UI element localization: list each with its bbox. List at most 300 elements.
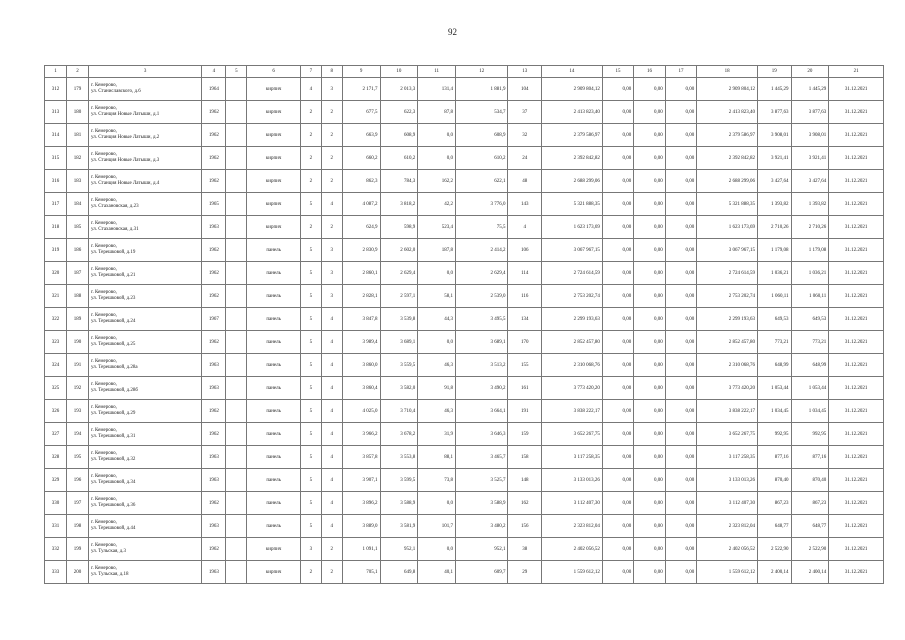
table-cell: 2 522,90 bbox=[791, 538, 829, 561]
table-cell: 314 bbox=[45, 124, 67, 147]
table-cell: 75,5 bbox=[456, 216, 508, 239]
table-cell: 0,0 bbox=[418, 538, 456, 561]
table-cell: 31.12.2021 bbox=[829, 377, 884, 400]
table-cell bbox=[226, 147, 247, 170]
table-cell: 195 bbox=[67, 446, 89, 469]
table-cell: 73,8 bbox=[418, 469, 456, 492]
table-cell: 0,00 bbox=[634, 170, 665, 193]
table-row bbox=[45, 538, 884, 561]
table-cell: 1962 bbox=[202, 285, 226, 308]
table-cell: панель bbox=[247, 308, 300, 331]
table-cell bbox=[226, 308, 247, 331]
address-cell: г. Кемерово, ул. Стахановская, д.23 bbox=[89, 193, 202, 216]
table-row bbox=[45, 377, 884, 400]
table-cell: 3 921,41 bbox=[758, 147, 792, 170]
table-cell: 24 bbox=[508, 147, 542, 170]
table-cell bbox=[226, 101, 247, 124]
table-cell: 143 bbox=[508, 193, 542, 216]
table-cell: 320 bbox=[45, 262, 67, 285]
table-cell: 2 379 586,97 bbox=[697, 124, 758, 147]
table-cell: 318 bbox=[45, 216, 67, 239]
table-cell: кирпич bbox=[247, 193, 300, 216]
table-cell: 3 582,0 bbox=[380, 377, 418, 400]
table-cell: 3 581,9 bbox=[380, 515, 418, 538]
table-cell: 3 588,9 bbox=[456, 492, 508, 515]
table-cell: 2 323 812,04 bbox=[697, 515, 758, 538]
table-cell: 331 bbox=[45, 515, 67, 538]
table-cell: 3 bbox=[321, 239, 342, 262]
table-cell: 2 bbox=[321, 561, 342, 584]
address-cell: г. Кемерово, ул. Терешковой, д.24 bbox=[89, 308, 202, 331]
table-cell bbox=[226, 492, 247, 515]
table-cell: 0,00 bbox=[665, 262, 696, 285]
table-cell: 0,00 bbox=[665, 354, 696, 377]
address-cell: г. Кемерово, ул. Терешковой, д.32 bbox=[89, 446, 202, 469]
table-cell: 0,00 bbox=[602, 285, 633, 308]
table-cell: 31.12.2021 bbox=[829, 331, 884, 354]
table-cell: 3 857,8 bbox=[342, 446, 380, 469]
table-cell: 0,00 bbox=[634, 331, 665, 354]
table-cell: 2 522,90 bbox=[758, 538, 792, 561]
table-cell: 0,00 bbox=[634, 262, 665, 285]
table-cell: 1962 bbox=[202, 101, 226, 124]
table-cell: 1 060,11 bbox=[791, 285, 829, 308]
table-cell: 3 588,9 bbox=[380, 492, 418, 515]
table-cell: 197 bbox=[67, 492, 89, 515]
table-cell: 0,00 bbox=[665, 561, 696, 584]
table-cell: 870,40 bbox=[791, 469, 829, 492]
table-cell: 1962 bbox=[202, 538, 226, 561]
address-cell: г. Кемерово, ул. Станция Новые Латыши, д.2 bbox=[89, 124, 202, 147]
table-cell: 3 860,0 bbox=[342, 354, 380, 377]
column-header-10: 10 bbox=[380, 66, 418, 78]
address-cell: г. Кемерово, ул. Терешковой, д.28б bbox=[89, 377, 202, 400]
table-row bbox=[45, 515, 884, 538]
table-cell: 3 513,2 bbox=[456, 354, 508, 377]
address-cell: г. Кемерово, ул. Стахановская, д.31 bbox=[89, 216, 202, 239]
table-cell bbox=[226, 216, 247, 239]
table-cell: 992,95 bbox=[791, 423, 829, 446]
table-cell: 2 828,1 bbox=[342, 285, 380, 308]
table-cell: 3 966,2 bbox=[342, 423, 380, 446]
table-row bbox=[45, 101, 884, 124]
table-cell: 2 602,0 bbox=[380, 239, 418, 262]
table-cell: 1 060,11 bbox=[758, 285, 792, 308]
table-cell: кирпич bbox=[247, 561, 300, 584]
table-cell: 325 bbox=[45, 377, 67, 400]
table-cell: 31.12.2021 bbox=[829, 538, 884, 561]
table-cell: 1963 bbox=[202, 216, 226, 239]
address-cell: г. Кемерово, ул. Тульская, д.18 bbox=[89, 561, 202, 584]
table-cell: 622,1 bbox=[456, 170, 508, 193]
table-cell: 3 495,5 bbox=[456, 308, 508, 331]
column-header-12: 12 bbox=[456, 66, 508, 78]
table-cell: 329 bbox=[45, 469, 67, 492]
table-cell: 0,00 bbox=[665, 377, 696, 400]
table-cell: 0,00 bbox=[665, 331, 696, 354]
table-cell: 5 bbox=[300, 262, 321, 285]
table-cell: 0,00 bbox=[665, 469, 696, 492]
table-cell: 3 710,4 bbox=[380, 400, 418, 423]
table-cell: 155 bbox=[508, 354, 542, 377]
table-cell: 598,9 bbox=[380, 216, 418, 239]
table-cell: 313 bbox=[45, 101, 67, 124]
table-cell: 2 597,1 bbox=[380, 285, 418, 308]
table-cell: 161 bbox=[508, 377, 542, 400]
table-cell bbox=[226, 78, 247, 101]
table-cell: 2 392 842,82 bbox=[542, 147, 603, 170]
table-cell: 0,00 bbox=[665, 216, 696, 239]
table-row bbox=[45, 423, 884, 446]
table-cell: панель bbox=[247, 492, 300, 515]
table-cell: 1 091,1 bbox=[342, 538, 380, 561]
table-cell: 0,00 bbox=[602, 170, 633, 193]
table-cell: 191 bbox=[508, 400, 542, 423]
table-cell: 5 bbox=[300, 285, 321, 308]
table-cell: 0,00 bbox=[665, 400, 696, 423]
table-cell bbox=[226, 239, 247, 262]
table-cell: 1 036,21 bbox=[791, 262, 829, 285]
table-cell: 677,5 bbox=[342, 101, 380, 124]
table-cell: 648,99 bbox=[758, 354, 792, 377]
table-cell: панель bbox=[247, 354, 300, 377]
table-cell: 608,9 bbox=[380, 124, 418, 147]
table-cell: 3 678,2 bbox=[380, 423, 418, 446]
table-cell: 322 bbox=[45, 308, 67, 331]
table-cell: 186 bbox=[67, 239, 89, 262]
table-cell bbox=[226, 400, 247, 423]
table-cell: панель bbox=[247, 423, 300, 446]
address-cell: г. Кемерово, ул. Терешковой, д.25 bbox=[89, 331, 202, 354]
table-cell: 2 bbox=[321, 216, 342, 239]
table-cell bbox=[226, 262, 247, 285]
table-cell: 992,95 bbox=[758, 423, 792, 446]
table-cell: 5 321 888,35 bbox=[697, 193, 758, 216]
table-cell: 1962 bbox=[202, 170, 226, 193]
address-cell: г. Кемерово, ул. Терешковой, д.29 bbox=[89, 400, 202, 423]
table-cell: 663,9 bbox=[342, 124, 380, 147]
table-row bbox=[45, 78, 884, 101]
table-cell: 3 bbox=[321, 285, 342, 308]
table-row bbox=[45, 147, 884, 170]
table-cell: 1964 bbox=[202, 78, 226, 101]
table-cell: 162,2 bbox=[418, 170, 456, 193]
column-header-6: 6 bbox=[247, 66, 300, 78]
table-cell: 162 bbox=[508, 492, 542, 515]
table-cell: панель bbox=[247, 515, 300, 538]
address-cell: г. Кемерово, ул. Терешковой, д.28а bbox=[89, 354, 202, 377]
table-cell: 2 bbox=[300, 216, 321, 239]
table-cell: 0,00 bbox=[634, 538, 665, 561]
table-cell: 323 bbox=[45, 331, 67, 354]
table-cell: 0,00 bbox=[602, 561, 633, 584]
table-row bbox=[45, 469, 884, 492]
table-cell: 1965 bbox=[202, 193, 226, 216]
table-cell: 0,00 bbox=[602, 492, 633, 515]
table-cell: 1 179,08 bbox=[758, 239, 792, 262]
table-cell: 180 bbox=[67, 101, 89, 124]
table-cell: 1962 bbox=[202, 331, 226, 354]
table-cell: 1 393,82 bbox=[791, 193, 829, 216]
column-header-13: 13 bbox=[508, 66, 542, 78]
table-cell: 1967 bbox=[202, 308, 226, 331]
table-cell: 2 323 812,04 bbox=[542, 515, 603, 538]
table-cell: 31.12.2021 bbox=[829, 446, 884, 469]
table-cell: 2 413 823,40 bbox=[542, 101, 603, 124]
table-cell: 316 bbox=[45, 170, 67, 193]
table-cell: 2 688 299,06 bbox=[542, 170, 603, 193]
table-cell: 1 034,45 bbox=[791, 400, 829, 423]
table-cell: 1962 bbox=[202, 239, 226, 262]
table-cell: 0,00 bbox=[602, 193, 633, 216]
column-header-8: 8 bbox=[321, 66, 342, 78]
column-header-14: 14 bbox=[542, 66, 603, 78]
table-cell: 31.12.2021 bbox=[829, 308, 884, 331]
table-cell: 3 776,0 bbox=[456, 193, 508, 216]
table-cell: 0,00 bbox=[602, 469, 633, 492]
table-cell: 3 818,2 bbox=[380, 193, 418, 216]
table-cell: 1963 bbox=[202, 377, 226, 400]
table-cell: 1963 bbox=[202, 515, 226, 538]
address-cell: г. Кемерово, ул. Тульская, д.3 bbox=[89, 538, 202, 561]
table-cell: 0,00 bbox=[634, 285, 665, 308]
table-cell: 31.12.2021 bbox=[829, 561, 884, 584]
table-cell: 952,1 bbox=[456, 538, 508, 561]
table-cell: 328 bbox=[45, 446, 67, 469]
table-cell: 4 bbox=[321, 193, 342, 216]
table-cell: 1 623 173,69 bbox=[542, 216, 603, 239]
table-cell: 31.12.2021 bbox=[829, 239, 884, 262]
table-cell: 0,00 bbox=[665, 193, 696, 216]
table-body bbox=[45, 78, 884, 584]
column-header-11: 11 bbox=[418, 66, 456, 78]
table-cell: 0,00 bbox=[665, 170, 696, 193]
address-cell: г. Кемерово, ул. Терешковой, д.44 bbox=[89, 515, 202, 538]
table-cell: 192 bbox=[67, 377, 89, 400]
table-cell: 0,00 bbox=[602, 308, 633, 331]
table-cell: 0,00 bbox=[602, 124, 633, 147]
table-cell: 1 559 612,12 bbox=[697, 561, 758, 584]
column-header-21: 21 bbox=[829, 66, 884, 78]
table-cell: 170 bbox=[508, 331, 542, 354]
table-cell: 5 bbox=[300, 193, 321, 216]
table-cell: 2 bbox=[300, 147, 321, 170]
table-cell: 648,77 bbox=[791, 515, 829, 538]
table-cell: 3 896,2 bbox=[342, 492, 380, 515]
table-cell: 193 bbox=[67, 400, 89, 423]
table-cell: 1962 bbox=[202, 147, 226, 170]
table-cell: 1963 bbox=[202, 469, 226, 492]
table-cell bbox=[226, 124, 247, 147]
table-cell: 2 688 299,06 bbox=[697, 170, 758, 193]
table-cell: 2 bbox=[321, 101, 342, 124]
column-header-4: 4 bbox=[202, 66, 226, 78]
table-cell: 2 909 804,12 bbox=[542, 78, 603, 101]
table-cell: 0,00 bbox=[602, 147, 633, 170]
table-row bbox=[45, 285, 884, 308]
table-cell: 773,21 bbox=[758, 331, 792, 354]
table-cell: 3 465,7 bbox=[456, 446, 508, 469]
table-cell: 3 427,64 bbox=[791, 170, 829, 193]
table-cell: 0,00 bbox=[634, 469, 665, 492]
table-cell: 622,3 bbox=[380, 101, 418, 124]
table-cell: панель bbox=[247, 285, 300, 308]
table-cell: 0,0 bbox=[418, 147, 456, 170]
table-cell: 196 bbox=[67, 469, 89, 492]
table-cell: 158 bbox=[508, 446, 542, 469]
table-cell: 31.12.2021 bbox=[829, 216, 884, 239]
table-cell: 0,00 bbox=[665, 124, 696, 147]
table-cell: 867,23 bbox=[758, 492, 792, 515]
table-cell: 2 860,1 bbox=[342, 262, 380, 285]
table-cell: 148 bbox=[508, 469, 542, 492]
column-header-7: 7 bbox=[300, 66, 321, 78]
table-cell: 31.12.2021 bbox=[829, 101, 884, 124]
table-cell: 3 664,1 bbox=[456, 400, 508, 423]
address-cell: г. Кемерово, ул. Терешковой, д.21 bbox=[89, 262, 202, 285]
table-cell: 188 bbox=[67, 285, 89, 308]
table-cell: 2 413 823,40 bbox=[697, 101, 758, 124]
table-cell bbox=[226, 469, 247, 492]
table-cell bbox=[226, 285, 247, 308]
column-header-18: 18 bbox=[697, 66, 758, 78]
table-cell: 29 bbox=[508, 561, 542, 584]
table-row bbox=[45, 239, 884, 262]
table-cell: 608,9 bbox=[456, 124, 508, 147]
table-cell: 0,00 bbox=[602, 354, 633, 377]
table-cell: 3 599,5 bbox=[380, 469, 418, 492]
housing-table bbox=[44, 65, 884, 584]
table-cell: 0,00 bbox=[665, 446, 696, 469]
table-cell: 4 bbox=[321, 492, 342, 515]
table-cell: 312 bbox=[45, 78, 67, 101]
table-cell: 3 117 258,35 bbox=[697, 446, 758, 469]
table-cell bbox=[226, 170, 247, 193]
table-row bbox=[45, 400, 884, 423]
table-cell: 3 907,1 bbox=[342, 469, 380, 492]
table-cell: 0,00 bbox=[602, 538, 633, 561]
table-cell: 4 bbox=[321, 423, 342, 446]
table-cell: 3 877,63 bbox=[791, 101, 829, 124]
table-cell: кирпич bbox=[247, 124, 300, 147]
table-cell: кирпич bbox=[247, 101, 300, 124]
table-cell: 4 bbox=[321, 331, 342, 354]
table-cell: 1962 bbox=[202, 400, 226, 423]
table-cell: 0,0 bbox=[418, 492, 456, 515]
table-cell: 5 bbox=[300, 331, 321, 354]
table-cell: 3 877,63 bbox=[758, 101, 792, 124]
table-cell: 1962 bbox=[202, 423, 226, 446]
table-cell: 0,00 bbox=[665, 101, 696, 124]
column-header-19: 19 bbox=[758, 66, 792, 78]
table-cell: 2 392 842,82 bbox=[697, 147, 758, 170]
address-cell: г. Кемерово, ул. Терешковой, д.36 bbox=[89, 492, 202, 515]
table-cell: 114 bbox=[508, 262, 542, 285]
table-cell: 0,00 bbox=[665, 492, 696, 515]
table-cell: 0,00 bbox=[665, 78, 696, 101]
table-cell: 5 bbox=[300, 354, 321, 377]
column-header-20: 20 bbox=[791, 66, 829, 78]
table-cell: 2 379 586,97 bbox=[542, 124, 603, 147]
table-cell: 523,4 bbox=[418, 216, 456, 239]
table-cell: 3 838 222,17 bbox=[542, 400, 603, 423]
table-cell: 185 bbox=[67, 216, 89, 239]
column-header-2: 2 bbox=[67, 66, 89, 78]
table-cell: 0,00 bbox=[602, 78, 633, 101]
table-cell: 2 310 068,76 bbox=[697, 354, 758, 377]
table-cell: 0,0 bbox=[418, 124, 456, 147]
table-cell: кирпич bbox=[247, 170, 300, 193]
table-cell: 5 bbox=[300, 492, 321, 515]
table-cell: 3 490,2 bbox=[456, 377, 508, 400]
table-cell: 2 299 193,63 bbox=[697, 308, 758, 331]
table-header bbox=[45, 66, 884, 78]
table-cell: 648,77 bbox=[758, 515, 792, 538]
table-cell: 183 bbox=[67, 170, 89, 193]
table-cell: 199 bbox=[67, 538, 89, 561]
table-cell: 330 bbox=[45, 492, 67, 515]
table-row bbox=[45, 446, 884, 469]
column-header-1: 1 bbox=[45, 66, 67, 78]
table-cell: 4 bbox=[321, 446, 342, 469]
table-cell: 134 bbox=[508, 308, 542, 331]
address-cell: г. Кемерово, ул. Терешковой, д.19 bbox=[89, 239, 202, 262]
table-cell: 37 bbox=[508, 101, 542, 124]
table-cell: 4 025,0 bbox=[342, 400, 380, 423]
table-cell: 104 bbox=[508, 78, 542, 101]
table-cell bbox=[226, 354, 247, 377]
table-cell bbox=[226, 193, 247, 216]
table-cell: 31.12.2021 bbox=[829, 400, 884, 423]
table-cell: 2 629,4 bbox=[380, 262, 418, 285]
table-cell: 3 773 420,20 bbox=[542, 377, 603, 400]
table-cell: 184 bbox=[67, 193, 89, 216]
table-cell: 156 bbox=[508, 515, 542, 538]
table-cell: 3 480,2 bbox=[456, 515, 508, 538]
table-row bbox=[45, 331, 884, 354]
table-cell: 1 036,21 bbox=[758, 262, 792, 285]
column-header-17: 17 bbox=[665, 66, 696, 78]
table-cell: 31.12.2021 bbox=[829, 285, 884, 308]
table-row bbox=[45, 170, 884, 193]
table-cell: 0,00 bbox=[602, 400, 633, 423]
table-cell: 182 bbox=[67, 147, 89, 170]
table-cell: 0,00 bbox=[634, 446, 665, 469]
table-cell: 2 710,26 bbox=[791, 216, 829, 239]
table-cell: 3 112 407,30 bbox=[542, 492, 603, 515]
table-cell: 181 bbox=[67, 124, 89, 147]
table-cell: 317 bbox=[45, 193, 67, 216]
table-cell: 3 847,8 bbox=[342, 308, 380, 331]
table-cell: 1 053,44 bbox=[791, 377, 829, 400]
table-cell: 2 400,14 bbox=[791, 561, 829, 584]
table-row bbox=[45, 561, 884, 584]
table-cell: 131,4 bbox=[418, 78, 456, 101]
table-cell: 3 689,1 bbox=[456, 331, 508, 354]
table-cell: 0,00 bbox=[634, 377, 665, 400]
table-cell: 91,8 bbox=[418, 377, 456, 400]
table-cell: 4 bbox=[321, 377, 342, 400]
table-cell: 2 402 056,52 bbox=[697, 538, 758, 561]
table-cell: 0,00 bbox=[602, 515, 633, 538]
table-cell: 0,00 bbox=[602, 101, 633, 124]
address-cell: г. Кемерово, ул. Станиславского, д.6 bbox=[89, 78, 202, 101]
table-cell: 4 bbox=[321, 400, 342, 423]
table-cell: 0,00 bbox=[602, 239, 633, 262]
table-cell: 1962 bbox=[202, 262, 226, 285]
table-cell: 0,00 bbox=[634, 239, 665, 262]
table-cell: 609,7 bbox=[456, 561, 508, 584]
